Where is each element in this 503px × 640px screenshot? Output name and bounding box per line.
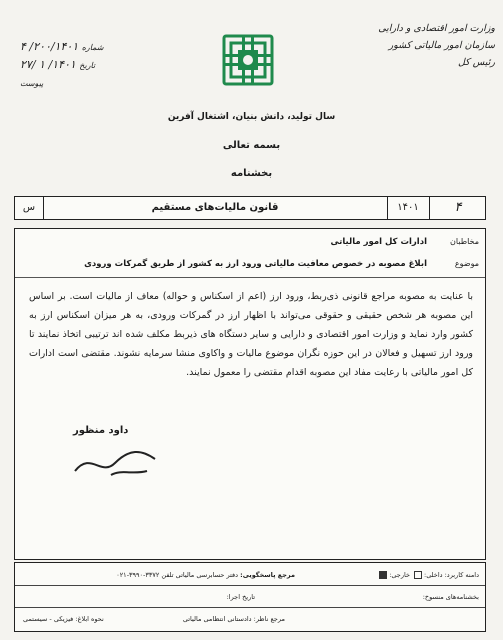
internal-label: داخلی: xyxy=(424,571,443,579)
circular-body-box xyxy=(14,228,486,560)
document-type: بخشنامه xyxy=(230,168,273,179)
scope-label: دامنه کاربرد: xyxy=(444,571,479,579)
attachment-label: پیوست xyxy=(20,79,44,88)
ministry-line-1: وزارت امور اقتصادی و دارایی xyxy=(378,23,495,34)
notice-value: فیزیکی - سیستمی xyxy=(23,615,74,623)
supervisor-row xyxy=(183,615,285,623)
circular-subject: قانون مالیات‌های مستقیم xyxy=(151,202,279,213)
footer-divider-2 xyxy=(15,607,485,608)
date-row xyxy=(20,56,170,74)
topic-value: ابلاغ مصوبه در خصوص معافیت مالیاتی ورود ارز به کشور از طریق گمرکات ورودی xyxy=(84,259,427,269)
signatory-name: داود منظور xyxy=(73,425,129,436)
footer-divider-1 xyxy=(15,585,485,586)
circular-body-text: با عنایت به مصوبه مراجع قانونی ذی‌ربط، ورود ارز (اعم از اسکناس و حواله) معاف از مالیات است. بر اساس این مصوبه هر شخص حقیقی و حقوقی می‌تواند با اظهار ارز در گمرکات ورودی، به هر میزان اسکناس ارز به کشور وارد نماید و وزارت امور اقتصادی و دارایی و سایر دستگاه های ذیربط مکلف شده اند ترتیبی اتخاذ نمایند تا ورود ارز تسهیل و فعالان در این حوزه نگران موضوع مالیات و واکاوی منشا سرمایه نشوند. مقتضی است ادارات کل امور مالیاتی با رعایت مفاد این مصوبه اقدام مقتضی را معمول نمایند. xyxy=(29,291,473,378)
supervisor-value: دادستانی انتظامی مالیاتی xyxy=(182,615,252,623)
notice-label: نحوه ابلاغ: xyxy=(75,615,104,623)
circular-footer xyxy=(14,562,486,632)
tax-organization-logo-icon xyxy=(222,34,274,86)
letter-meta xyxy=(20,38,170,92)
circular-number: ۴ xyxy=(429,197,486,219)
external-checkbox xyxy=(379,571,387,579)
topic-label: موضوع xyxy=(454,259,479,268)
ministry-line-3: رئیس کل xyxy=(458,57,495,68)
circular-code: س xyxy=(15,197,44,219)
ministry-header xyxy=(345,20,495,71)
addressees-label: مخاطبان xyxy=(450,237,479,246)
circular-title-bar xyxy=(14,196,486,220)
bismillah: بسمه تعالی xyxy=(222,140,281,151)
number-label: شماره xyxy=(81,43,104,52)
date-label: تاریخ xyxy=(79,61,96,70)
notice-row xyxy=(23,615,104,623)
number-row xyxy=(20,38,170,56)
number-value: ۲۰۰/۱۴۰۱/ ۴ xyxy=(20,40,79,53)
responder-row xyxy=(116,571,295,579)
addressees-value: ادارات کل امور مالیاتی xyxy=(330,237,427,247)
internal-checkbox xyxy=(414,571,422,579)
responder-label: مرجع پاسخگویی: xyxy=(240,571,295,579)
responder-value: دفتر حسابرسی مالیاتی تلفن ۳۳۷۲-۳۹۹۰-۰۲۱ xyxy=(116,571,239,579)
supervisor-label: مرجع ناظر: xyxy=(253,615,285,623)
year-motto: سال تولید، دانش بنیان، اشتغال آفرین xyxy=(167,112,336,122)
topic-divider xyxy=(15,277,485,278)
attachment-row xyxy=(20,74,170,92)
circular-year: ۱۴۰۱ xyxy=(387,197,428,219)
date-value: ۱۴۰۱/ ۱ /۲۷ xyxy=(20,58,76,71)
external-label: خارجی: xyxy=(389,571,410,579)
scope-row xyxy=(377,571,479,579)
ministry-line-2: سازمان امور مالیاتی کشور xyxy=(388,40,495,51)
signature-scribble-icon xyxy=(71,441,161,481)
execution-date-label: تاریخ اجرا: xyxy=(226,593,255,601)
repealed-label: بخشنامه‌های منسوخ: xyxy=(422,593,479,601)
